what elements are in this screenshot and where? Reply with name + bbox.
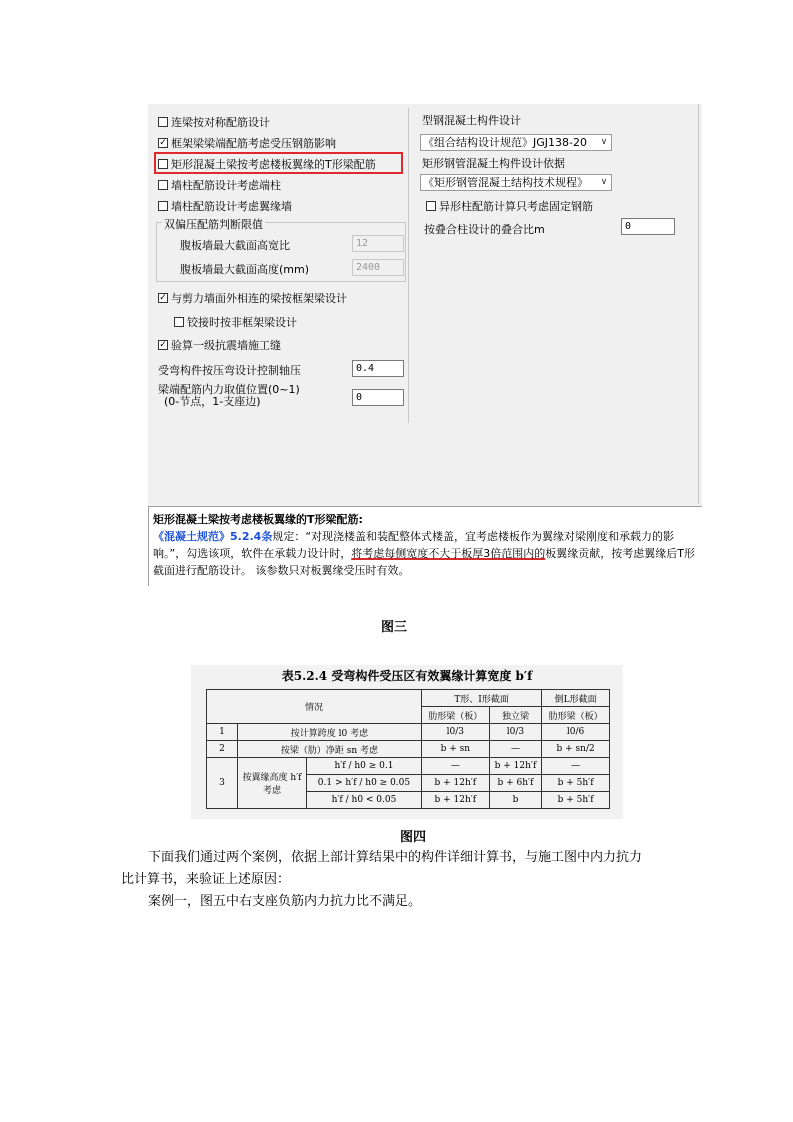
header-rib-beam: 肋形梁（板） (421, 707, 489, 724)
checkbox-label: 铰接时按非框架梁设计 (187, 316, 297, 329)
web-height-input[interactable]: 2400 (352, 259, 404, 276)
checkbox-label: 墙柱配筋设计考虑端柱 (171, 179, 281, 192)
special-column-checkbox[interactable] (426, 198, 593, 214)
axial-control-input[interactable]: 0.4 (352, 360, 404, 377)
checkbox-box-checked[interactable]: ✓ (159, 138, 167, 148)
table-row (207, 758, 610, 775)
checkbox-box[interactable] (426, 201, 436, 211)
row-desc: 按翼缘高度 h′f 考虑 (238, 758, 307, 809)
checkbox-label: 验算一级抗震墙施工缝 (171, 339, 281, 352)
checkbox-box-checked[interactable]: ✓ (159, 340, 167, 350)
force-position-input[interactable]: 0 (352, 389, 404, 406)
row-condition: h′f / h0 ≥ 0.1 (307, 758, 422, 775)
steel-tube-title: 矩形钢管混凝土构件设计依据 (422, 157, 565, 170)
checkbox-label: 连梁按对称配筋设计 (171, 116, 270, 129)
cell: l0/3 (489, 724, 542, 741)
select-value: 《组合结构设计规范》JGJ138-20 (423, 136, 587, 149)
row-no: 1 (207, 724, 238, 741)
description-text-2: 板翼缘贡献，按考虑翼缘后T形截面进行配筋设计。 该参数只对板翼缘受压时有效。 (153, 547, 695, 577)
group-title: 双偏压配筋判断限值 (164, 218, 263, 231)
cell: l0/6 (542, 724, 610, 741)
cell: — (542, 758, 610, 775)
web-height-label: 腹板墙最大截面高度(mm) (180, 263, 310, 276)
checkbox-box[interactable] (158, 180, 168, 190)
cell: — (489, 741, 542, 758)
chevron-down-icon[interactable]: ∨ (600, 137, 608, 147)
checkbox-label: 异形柱配筋计算只考虑固定钢筋 (439, 200, 593, 213)
body-paragraph-line-3: 案例一，图五中右支座负筋内力抗力比不满足。 (148, 894, 422, 909)
cell: b + 6h′f (489, 775, 542, 792)
overlap-ratio-label: 按叠合柱设计的叠合比m (424, 223, 545, 236)
force-position-label-line2: (0-节点，1-支座边) (164, 395, 261, 408)
parameter-description (148, 506, 702, 586)
select-value: 《矩形钢管混凝土结构技术规程》 (423, 176, 588, 189)
checkbox-box[interactable] (158, 201, 168, 211)
row-desc: 按梁（肋）净距 sn 考虑 (238, 741, 422, 758)
checkbox-box[interactable] (158, 117, 168, 127)
construction-joint-checkbox[interactable] (158, 337, 281, 353)
shear-wall-beam-checkbox[interactable] (158, 290, 347, 306)
checkbox-box[interactable] (174, 317, 184, 327)
steel-tube-select[interactable] (420, 174, 612, 191)
description-title: 矩形混凝土梁按考虑楼板翼缘的T形梁配筋: (153, 513, 363, 526)
chevron-down-icon[interactable]: ∨ (600, 177, 608, 187)
cell: b + 5h′f (542, 775, 610, 792)
settings-screenshot (148, 104, 702, 586)
axial-control-label: 受弯构件按压弯设计控制轴压 (158, 364, 301, 377)
cell: b + 12h′f (421, 792, 489, 809)
panel-divider (408, 108, 409, 423)
checkbox-label: 与剪力墙面外相连的梁按框架梁设计 (171, 292, 347, 305)
hinged-non-frame-checkbox[interactable] (174, 314, 297, 330)
web-ratio-input[interactable]: 12 (352, 235, 404, 252)
figure-4-caption: 图四 (400, 830, 427, 845)
cell: — (421, 758, 489, 775)
body-paragraph-line-2: 比计算书，来验证上述原因： (121, 872, 291, 887)
force-position-label (158, 384, 300, 408)
row-condition: h′f / h0 < 0.05 (307, 792, 422, 809)
header-situation: 情况 (207, 690, 422, 724)
flange-wall-checkbox[interactable] (158, 198, 292, 214)
header-l-section: 倒L形截面 (542, 690, 610, 707)
header-rib-beam-l: 肋形梁（板） (542, 707, 610, 724)
table-row (207, 724, 610, 741)
cell: b + 5h′f (542, 792, 610, 809)
cell: b + 12h′f (421, 775, 489, 792)
row-no: 3 (207, 758, 238, 809)
end-column-checkbox[interactable] (158, 177, 281, 193)
web-ratio-label: 腹板墙最大截面高宽比 (180, 239, 290, 252)
row-desc: 按计算跨度 l0 考虑 (238, 724, 422, 741)
table-title: 表5.2.4 受弯构件受压区有效翼缘计算宽度 b′f (281, 669, 533, 683)
compression-rebar-checkbox[interactable] (158, 135, 336, 151)
right-edge (698, 104, 699, 504)
table-row (207, 741, 610, 758)
checkbox-label: 墙柱配筋设计考虑翼缘墙 (171, 200, 292, 213)
code-reference-link[interactable]: 《混凝土规范》5.2.4条 (153, 530, 273, 543)
header-t-section: T形、I形截面 (421, 690, 541, 707)
description-text-1: 规定：“对现浇楼盖和装配整体式楼盖，宜考虑楼板作为翼缘对梁刚度和承载力的影响。”，勾选该项，软件在承载力设计时， (153, 530, 675, 560)
checkbox-box-checked[interactable]: ✓ (159, 293, 167, 303)
cell: b + 12h′f (489, 758, 542, 775)
row-condition: 0.1 > h′f / h0 ≥ 0.05 (307, 775, 422, 792)
checkbox-label: 框架梁梁端配筋考虑受压钢筋影响 (171, 137, 336, 150)
force-position-label-line1: 梁端配筋内力取值位置(0~1) (158, 383, 300, 396)
steel-concrete-select[interactable] (420, 134, 612, 151)
checkbox-label: 矩形混凝土梁按考虑楼板翼缘的T形梁配筋 (171, 158, 376, 171)
cell: b (489, 792, 542, 809)
figure-3-caption: 图三 (381, 620, 408, 635)
cell: b + sn/2 (542, 741, 610, 758)
overlap-ratio-input[interactable]: 0 (621, 218, 675, 235)
flange-width-table-figure (191, 665, 623, 819)
description-highlight: 将考虑每侧宽度不大于板厚3倍范围内的 (351, 547, 546, 560)
header-single-beam: 独立梁 (489, 707, 542, 724)
row-no: 2 (207, 741, 238, 758)
body-paragraph-line-1: 下面我们通过两个案例，依据上部计算结果中的构件详细计算书，与施工图中内力抗力 (148, 850, 643, 865)
cell: l0/3 (421, 724, 489, 741)
highlight-box (154, 152, 403, 174)
cell: b + sn (421, 741, 489, 758)
flange-width-table (206, 689, 610, 809)
steel-concrete-title: 型钢混凝土构件设计 (422, 114, 521, 127)
symmetric-coupling-beam-checkbox[interactable] (158, 114, 270, 130)
